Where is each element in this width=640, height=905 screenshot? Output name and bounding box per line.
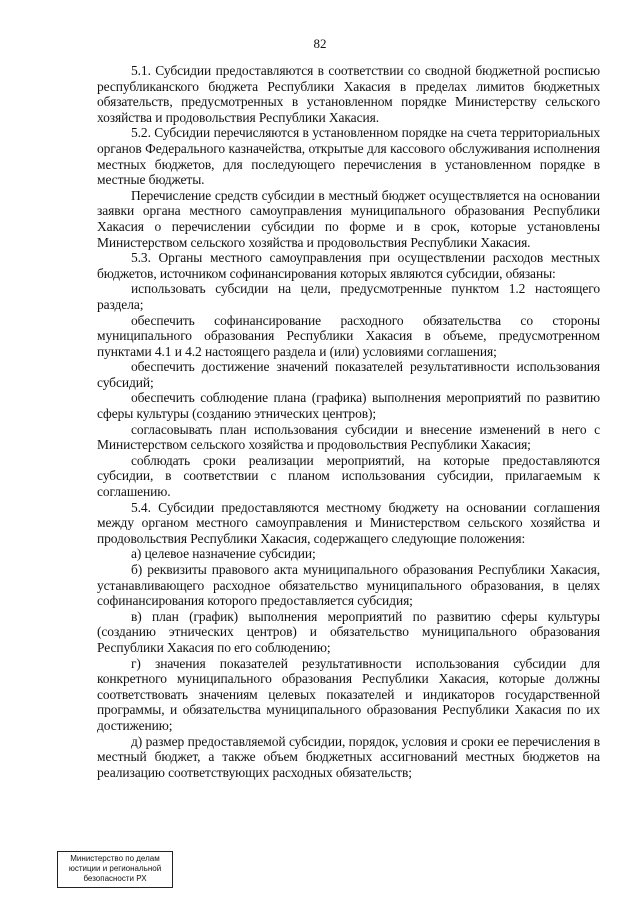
paragraph-5-3: 5.3. Органы местного самоуправления при осуществлении расходов местных бюджетов, источником софинансирования которых являются субсидии, обязаны: xyxy=(97,250,600,281)
registration-stamp xyxy=(57,851,173,888)
clause-g: г) значения показателей результативности использования субсидии для конкретного муниципального образования Республики Хакасия, которые должны соответствовать значениям целевых показателей и индикаторов государственной программы, и обязательства муниципального образования Республики Хакасия по их достижению; xyxy=(97,655,600,733)
paragraph-5-2: 5.2. Субсидии перечисляются в установленном порядке на счета территориальных органов Федерального казначейства, открытые для кассового обслуживания исполнения местных бюджетов, для последующего перечисления в установленном порядке в местные бюджеты. xyxy=(97,125,600,188)
stamp-line-3: безопасности РХ xyxy=(83,874,147,883)
paragraph-5-1: 5.1. Субсидии предоставляются в соответствии со сводной бюджетной росписью республиканского бюджета Республики Хакасия в пределах лимитов бюджетных обязательств, предусмотренных в установленном порядке Министерству сельского хозяйства и продовольствия Республики Хакасия. xyxy=(97,63,600,125)
clause-a: а) целевое назначение субсидии; xyxy=(131,546,316,562)
obligation-indicators: обеспечить достижение значений показателей результативности использования субсидий; xyxy=(97,359,600,390)
paragraph-transfer: Перечисление средств субсидии в местный бюджет осуществляется на основании заявки органа местного самоуправления муниципального образования Республики Хакасия о перечислении субсидии по форме и в срок, которые установлены Министерством сельского хозяйства и продовольствия Республики Хакасия. xyxy=(97,187,600,250)
clause-v: в) план (график) выполнения мероприятий по развитию сферы культуры (созданию этнических центров) и обязательство муниципального образования Республики Хакасия по его соблюдению; xyxy=(97,608,600,655)
obligation-coordinate: согласовывать план использования субсидии и внесение изменений в него с Министерством сельского хозяйства и продовольствия Республики Хакасия; xyxy=(97,421,600,453)
paragraph-5-4: 5.4. Субсидии предоставляются местному бюджету на основании соглашения между органом местного самоуправления и Министерством сельского хозяйства и продовольствия Республики Хакасия, содержащего следующие положения: xyxy=(97,499,600,546)
obligation-use-subsidy: использовать субсидии на цели, предусмотренные пунктом 1.2 настоящего раздела; xyxy=(97,281,600,312)
clause-d: д) размер предоставляемой субсидии, порядок, условия и сроки ее перечисления в местный бюджет, а также объем бюджетных ассигнований местных бюджетов на реализацию соответствующих расходных обязательств; xyxy=(97,733,600,780)
obligation-cofinancing: обеспечить софинансирование расходного обязательства со стороны муниципального образования Республики Хакасия в объеме, предусмотренном пунктами 4.1 и 4.2 настоящего раздела и (или) условиями соглашения; xyxy=(97,312,600,359)
stamp-line-2: юстиции и региональной xyxy=(68,864,162,873)
page-number: 82 xyxy=(313,36,327,51)
stamp-line-1: Министерство по делам xyxy=(70,854,160,863)
obligation-plan: обеспечить соблюдение плана (графика) выполнения мероприятий по развитию сферы культуры (созданию этнических центров); xyxy=(97,390,600,422)
clause-b: б) реквизиты правового акта муниципального образования Республики Хакасия, устанавливающего расходное обязательство муниципального образования, в целях софинансирования которого предоставляется субсидия; xyxy=(97,562,600,609)
obligation-deadlines: соблюдать сроки реализации мероприятий, на которые предоставляются субсидии, в соответствии с планом использования субсидии, прилагаемым к соглашению. xyxy=(97,452,600,500)
document-body xyxy=(97,63,600,780)
